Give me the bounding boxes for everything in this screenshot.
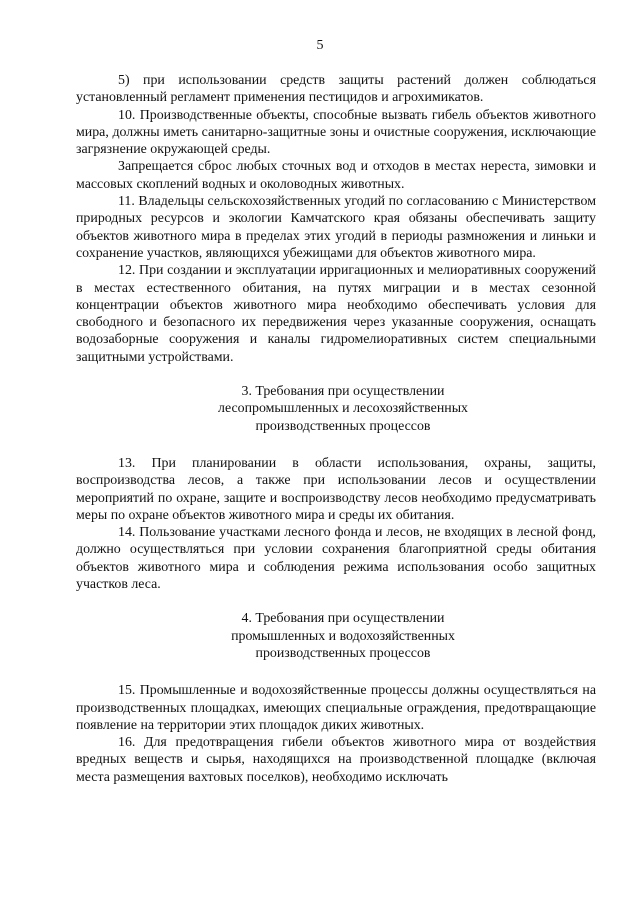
page-number: 5 bbox=[316, 38, 324, 53]
document-body bbox=[76, 72, 596, 786]
section-4-heading-line-1: 4. Требования при осуществлении bbox=[241, 611, 445, 627]
section-4-heading-line-2: промышленных и водохозяйственных bbox=[231, 628, 455, 644]
paragraph-12: 12. При создании и эксплуатации ирригационных и мелиоративных сооружений в местах естественного обитания, на путях миграции и в местах сезонной концентрации объектов животного мира необходимо обеспечивать условия для свободного и безопасного их передвижения через указанные сооружения, оснащать водозаборные сооружения и каналы гидромелиоративных систем специальными защитными устройствами. bbox=[76, 263, 596, 365]
section-3-heading-line-1: 3. Требования при осуществлении bbox=[241, 384, 445, 400]
paragraph-11: 11. Владельцы сельскохозяйственных угодий по согласованию с Министерством природных ресурсов и экологии Камчатского края обязаны обеспечивать защиту объектов животного мира в пределах этих угодий в периоды размножения и линьки и сохранение участков, являющихся убежищами для объектов животного мира. bbox=[76, 194, 596, 261]
paragraph-14: 14. Пользование участками лесного фонда и лесов, не входящих в лесной фонд, должно осуществляться при условии сохранения благоприятной среды обитания объектов животного мира и соблюдения режима использования особо защитных участков леса. bbox=[76, 525, 596, 593]
paragraph-discharge-ban: Запрещается сброс любых сточных вод и отходов в местах нереста, зимовки и массовых скоплений водных и околоводных животных. bbox=[76, 159, 596, 192]
section-3-heading bbox=[76, 383, 596, 435]
paragraph-13: 13. При планировании в области использования, охраны, защиты, воспроизводства лесов, а также при использовании лесов и осуществлении мероприятий по охране, защите и воспроизводству лесов необходимо предусматривать меры по охране объектов животного мира и среды их обитания. bbox=[76, 455, 596, 523]
section-4-heading-line-3: производственных процессов bbox=[255, 645, 431, 661]
section-3-heading-line-2: лесопромышленных и лесохозяйственных bbox=[218, 401, 468, 417]
paragraph-5-pesticides: 5) при использовании средств защиты растений должен соблюдаться установленный регламент применения пестицидов и агрохимикатов. bbox=[76, 73, 596, 106]
paragraph-15: 15. Промышленные и водохозяйственные процессы должны осуществляться на производственных площадках, имеющих специальные ограждения, предотвращающие появление на территории этих площадок диких животных. bbox=[76, 683, 596, 733]
paragraph-10: 10. Производственные объекты, способные вызвать гибель объектов животного мира, должны иметь санитарно-защитные зоны и очистные сооружения, исключающие загрязнение окружающей среды. bbox=[76, 107, 596, 158]
section-3-heading-line-3: производственных процессов bbox=[255, 418, 431, 434]
section-4-heading bbox=[76, 610, 596, 662]
paragraph-16: 16. Для предотвращения гибели объектов животного мира от воздействия вредных веществ и сырья, находящихся на производственной площадке (включая места размещения вахтовых поселков), необходимо исключать bbox=[76, 735, 596, 785]
